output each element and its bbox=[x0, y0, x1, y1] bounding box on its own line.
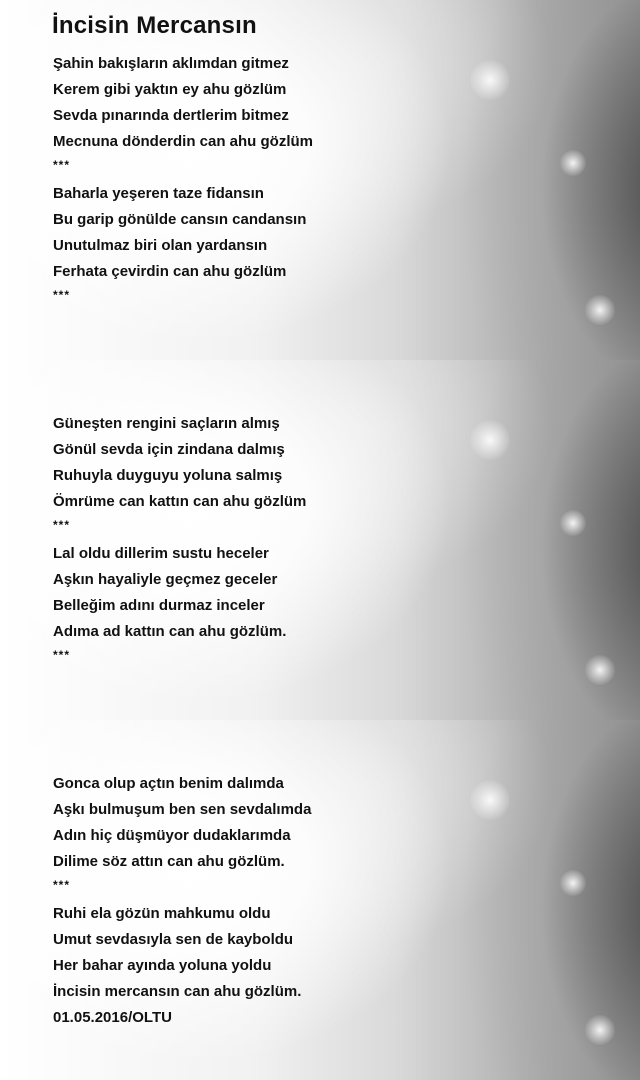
sparkle-decoration bbox=[585, 655, 615, 685]
verse-line: Her bahar ayında yoluna yoldu bbox=[53, 957, 272, 974]
stanza-separator: *** bbox=[53, 518, 71, 532]
verse-block-1 bbox=[53, 51, 313, 311]
poem-panel-3 bbox=[0, 720, 640, 1080]
sparkle-decoration bbox=[560, 150, 586, 176]
verse-line: Kerem gibi yaktın ey ahu gözlüm bbox=[53, 81, 287, 98]
verse-line: Lal oldu dillerim sustu heceler bbox=[53, 545, 269, 562]
verse-line: Şahin bakışların aklımdan gitmez bbox=[53, 55, 289, 72]
verse-line: Belleğim adını durmaz inceler bbox=[53, 597, 265, 614]
verse-line: Sevda pınarında dertlerim bitmez bbox=[53, 107, 289, 124]
verse-line: Ruhi ela gözün mahkumu oldu bbox=[53, 905, 271, 922]
verse-line: Gönül sevda için zindana dalmış bbox=[53, 441, 285, 458]
sparkle-decoration bbox=[585, 1015, 615, 1045]
poem-panel-1 bbox=[0, 0, 640, 360]
stanza-separator: *** bbox=[53, 648, 71, 662]
poem-panel-2 bbox=[0, 360, 640, 720]
verse-line: Aşkın hayaliyle geçmez geceler bbox=[53, 571, 278, 588]
stanza-separator: *** bbox=[53, 158, 71, 172]
sparkle-decoration bbox=[585, 295, 615, 325]
stanza-separator: *** bbox=[53, 288, 71, 302]
sparkle-decoration bbox=[470, 780, 510, 820]
verse-line: Güneşten rengini saçların almış bbox=[53, 415, 280, 432]
verse-block-3 bbox=[53, 771, 311, 1031]
stanza-separator: *** bbox=[53, 878, 71, 892]
verse-block-2 bbox=[53, 411, 306, 671]
verse-line: Ruhuyla duyguyu yoluna salmış bbox=[53, 467, 283, 484]
verse-line: Bu garip gönülde cansın candansın bbox=[53, 211, 307, 228]
sparkle-decoration bbox=[560, 870, 586, 896]
sparkle-decoration bbox=[470, 60, 510, 100]
verse-line: Ömrüme can kattın can ahu gözlüm bbox=[53, 493, 307, 510]
verse-line: Dilime söz attın can ahu gözlüm. bbox=[53, 853, 285, 870]
verse-line: Aşkı bulmuşum ben sen sevdalımda bbox=[53, 801, 312, 818]
verse-line: Ferhata çevirdin can ahu gözlüm bbox=[53, 263, 287, 280]
verse-line: Mecnuna dönderdin can ahu gözlüm bbox=[53, 133, 314, 150]
verse-line: Adıma ad kattın can ahu gözlüm. bbox=[53, 623, 287, 640]
poem-title: İncisin Mercansın bbox=[52, 12, 257, 39]
verse-line: Gonca olup açtın benim dalımda bbox=[53, 775, 284, 792]
verse-line: Adın hiç düşmüyor dudaklarımda bbox=[53, 827, 291, 844]
verse-line: İncisin mercansın can ahu gözlüm. bbox=[53, 983, 302, 1000]
verse-line: Baharla yeşeren taze fidansın bbox=[53, 185, 264, 202]
sparkle-decoration bbox=[470, 420, 510, 460]
poem-date-signature: 01.05.2016/OLTU bbox=[53, 1009, 172, 1026]
verse-line: Umut sevdasıyla sen de kayboldu bbox=[53, 931, 294, 948]
sparkle-decoration bbox=[560, 510, 586, 536]
verse-line: Unutulmaz biri olan yardansın bbox=[53, 237, 268, 254]
